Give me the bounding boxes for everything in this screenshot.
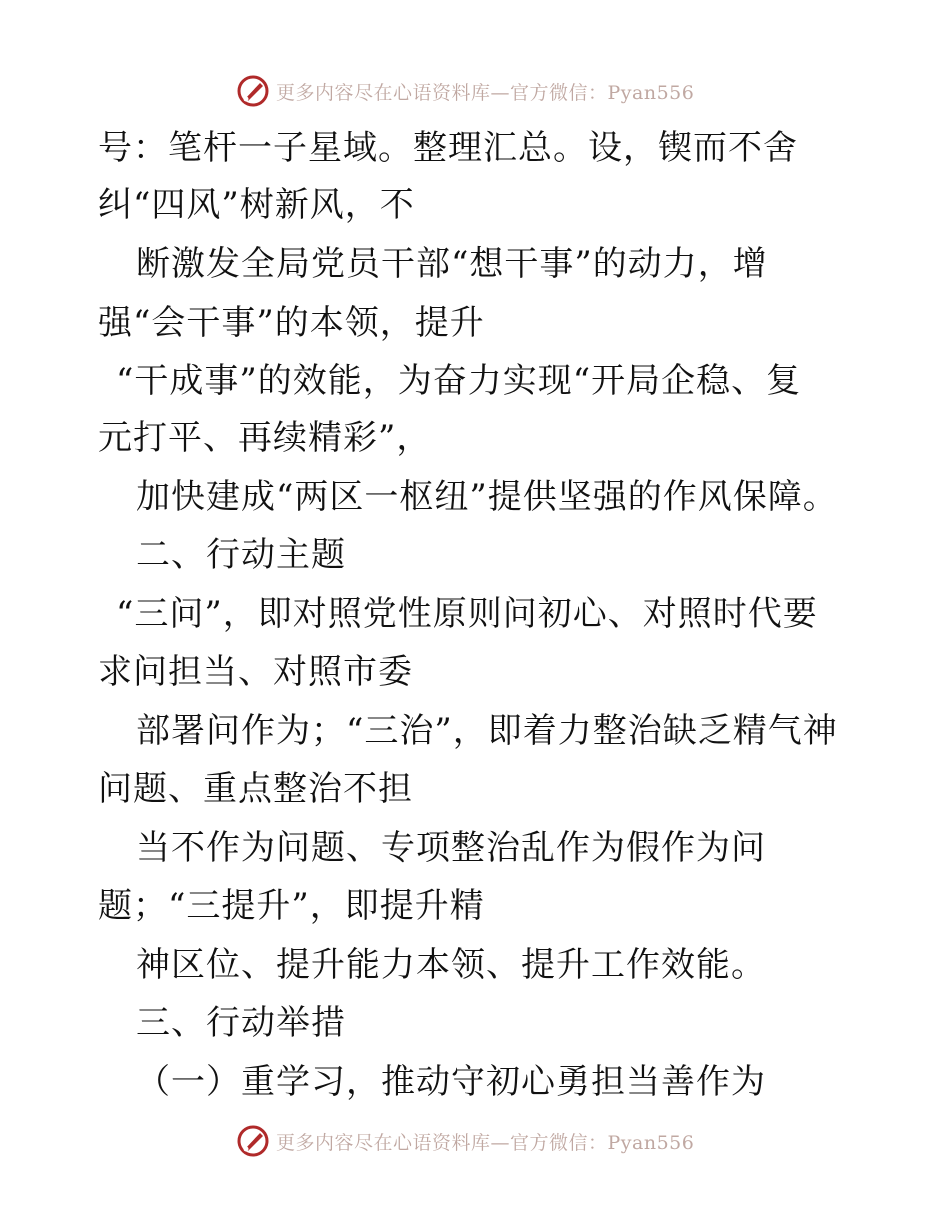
- text-line-10: 求问担当、对照市委: [98, 652, 413, 692]
- text-line-6: 元打平、再续精彩”，: [98, 418, 432, 458]
- text-line-14: 题；“三提升”，即提升精: [98, 886, 485, 926]
- watermark-text: 更多内容尽在心语资料库—官方微信：Pyan556: [276, 1131, 695, 1154]
- text-line-7: 加快建成“两区一枢纽”提供坚强的作风保障。: [136, 477, 838, 517]
- text-line-13: 当不作为问题、专项整治乱作为假作为问: [136, 828, 766, 868]
- text-line-3: 断激发全局党员干部“想干事”的动力，增: [136, 244, 768, 284]
- brush-logo-icon: [236, 74, 270, 108]
- section-heading-3: 三、行动举措: [136, 1003, 346, 1043]
- text-line-11: 部署问作为；“三治”，即着力整治缺乏精气神: [136, 711, 838, 751]
- text-line-2: 纠“四风”树新风，不: [98, 185, 415, 225]
- text-line-4: 强“会干事”的本领，提升: [98, 303, 485, 343]
- subsection-heading-1: （一）重学习，推动守初心勇担当善作为: [136, 1062, 766, 1102]
- section-heading-2: 二、行动主题: [136, 535, 346, 575]
- watermark-text: 更多内容尽在心语资料库—官方微信：Pyan556: [276, 81, 695, 104]
- text-line-5: “干成事”的效能，为奋力实现“开局企稳、复: [116, 361, 802, 401]
- brush-logo-icon: [236, 1124, 270, 1158]
- text-line-1: 号：笔杆一子星域。整理汇总。设，锲而不舍: [98, 128, 798, 168]
- watermark-footer: [236, 1124, 694, 1158]
- text-line-15: 神区位、提升能力本领、提升工作效能。: [136, 945, 766, 985]
- text-line-9: “三问”，即对照党性原则问初心、对照时代要: [116, 594, 818, 634]
- text-line-12: 问题、重点整治不担: [98, 769, 413, 809]
- watermark-header: [236, 74, 694, 108]
